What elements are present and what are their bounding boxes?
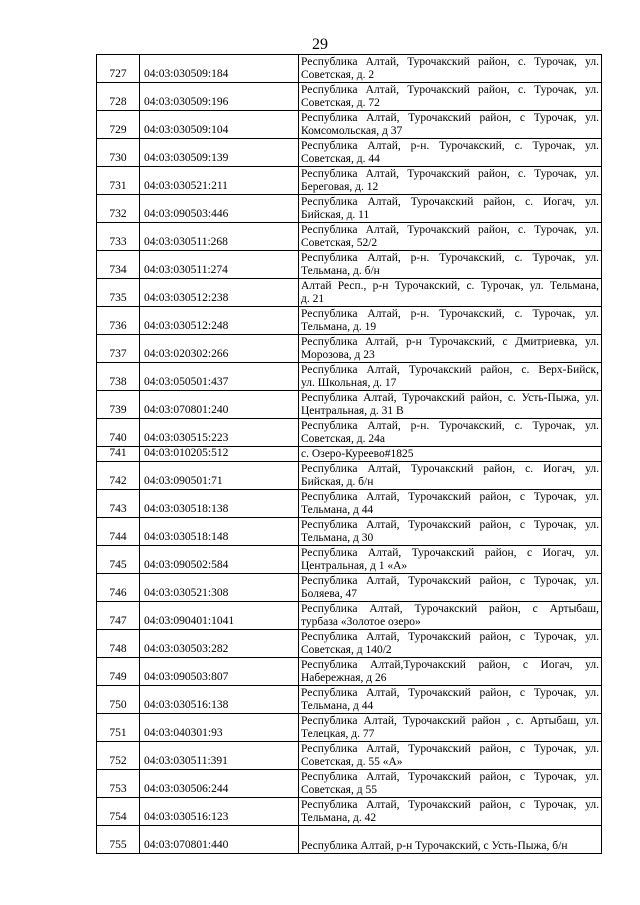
row-number-cell: 731 bbox=[97, 167, 140, 195]
address-cell bbox=[299, 462, 602, 490]
address-cell bbox=[299, 251, 602, 279]
cadastral-number-cell: 04:03:030509:139 bbox=[140, 139, 299, 167]
address-line: Республика Алтай, Турочакский район, с. Верх-Бийск, bbox=[301, 364, 599, 376]
address-cell bbox=[299, 335, 602, 363]
cadastral-number-cell: 04:03:030509:104 bbox=[140, 111, 299, 139]
address-line: Тельмана, д. 42 bbox=[301, 812, 377, 824]
row-number-cell: 732 bbox=[97, 195, 140, 223]
address-line: Республика Алтай, Турочакский район, с Артыбаш, bbox=[301, 603, 599, 615]
address-cell bbox=[299, 391, 602, 419]
address-cell bbox=[299, 518, 602, 546]
row-number-cell: 746 bbox=[97, 574, 140, 602]
address-cell bbox=[299, 630, 602, 658]
table-row bbox=[97, 798, 602, 826]
table-row bbox=[97, 518, 602, 546]
table-row bbox=[97, 546, 602, 574]
cadastral-number-cell: 04:03:070801:240 bbox=[140, 391, 299, 419]
address-line: Республика Алтай, р-н. Турочакский, с. Турочак, ул. bbox=[301, 420, 599, 432]
cadastral-number-cell: 04:03:030521:308 bbox=[140, 574, 299, 602]
row-number-cell: 743 bbox=[97, 490, 140, 518]
address-line: Республика Алтай, Турочакский район , с. Артыбаш, ул. bbox=[301, 715, 599, 727]
row-number-cell: 749 bbox=[97, 658, 140, 686]
address-line: Советская, д. 44 bbox=[301, 153, 380, 165]
address-cell bbox=[299, 742, 602, 770]
table-row bbox=[97, 419, 602, 447]
address-cell bbox=[299, 798, 602, 826]
address-line: Тельмана, д 44 bbox=[301, 504, 374, 516]
address-line: Советская, д 140/2 bbox=[301, 644, 392, 656]
table-row bbox=[97, 55, 602, 83]
cadastral-number-cell: 04:03:010205:512 bbox=[140, 447, 299, 462]
address-line: Республика Алтай, р-н Турочакский, с Усть-Пыжа, б/н bbox=[301, 840, 568, 852]
cadastral-number-cell: 04:03:030509:196 bbox=[140, 83, 299, 111]
address-cell bbox=[299, 111, 602, 139]
table-row bbox=[97, 279, 602, 307]
address-line: Республика Алтай, Турочакский район, с Турочак, ул. bbox=[301, 519, 599, 531]
row-number-cell: 754 bbox=[97, 798, 140, 826]
address-cell bbox=[299, 658, 602, 686]
property-registry-table bbox=[96, 54, 602, 854]
table-row bbox=[97, 391, 602, 419]
table-row bbox=[97, 223, 602, 251]
address-line: Советская, д. 55 «А» bbox=[301, 756, 403, 768]
table-row bbox=[97, 826, 602, 854]
address-line: Республика Алтай, Турочакский район, с. Усть-Пыжа, ул. bbox=[301, 392, 599, 404]
address-line: Центральная, д. 31 В bbox=[301, 405, 404, 417]
address-line: Тельмана, д. 19 bbox=[301, 321, 377, 333]
address-line: Республика Алтай,Турочакский район, с Иогач, ул. bbox=[301, 659, 599, 671]
row-number-cell: 728 bbox=[97, 83, 140, 111]
table-row bbox=[97, 630, 602, 658]
table-row bbox=[97, 574, 602, 602]
row-number-cell: 730 bbox=[97, 139, 140, 167]
row-number-cell: 751 bbox=[97, 714, 140, 742]
row-number-cell: 733 bbox=[97, 223, 140, 251]
address-line: Комсомольская, д 37 bbox=[301, 125, 403, 137]
cadastral-number-cell: 04:03:020302:266 bbox=[140, 335, 299, 363]
table-row bbox=[97, 195, 602, 223]
cadastral-number-cell: 04:03:070801:440 bbox=[140, 826, 299, 854]
address-line: Республика Алтай, Турочакский район, с. Турочак, ул. bbox=[301, 56, 599, 68]
address-cell bbox=[299, 363, 602, 391]
row-number-cell: 755 bbox=[97, 826, 140, 854]
address-line: Морозова, д 23 bbox=[301, 349, 375, 361]
table-row bbox=[97, 490, 602, 518]
address-line: Боляева, 47 bbox=[301, 588, 357, 600]
table-row bbox=[97, 462, 602, 490]
table-row bbox=[97, 139, 602, 167]
address-line: Республика Алтай, Турочакский район, с Турочак, ул. bbox=[301, 799, 599, 811]
table-row bbox=[97, 658, 602, 686]
row-number-cell: 744 bbox=[97, 518, 140, 546]
address-cell bbox=[299, 419, 602, 447]
cadastral-number-cell: 04:03:030512:238 bbox=[140, 279, 299, 307]
table-row bbox=[97, 602, 602, 630]
address-cell bbox=[299, 279, 602, 307]
address-cell bbox=[299, 195, 602, 223]
address-cell bbox=[299, 139, 602, 167]
address-line: Алтай Респ., р-н Турочакский, с. Турочак, ул. Тельмана, bbox=[301, 280, 599, 292]
address-line: Тельмана, д 44 bbox=[301, 700, 374, 712]
row-number-cell: 750 bbox=[97, 686, 140, 714]
address-line: Республика Алтай, Турочакский район, с. Иогач, ул. bbox=[301, 463, 599, 475]
address-line: Республика Алтай, Турочакский район, с. Турочак, ул. bbox=[301, 84, 599, 96]
address-cell bbox=[299, 714, 602, 742]
row-number-cell: 740 bbox=[97, 419, 140, 447]
row-number-cell: 734 bbox=[97, 251, 140, 279]
cadastral-number-cell: 04:03:030511:274 bbox=[140, 251, 299, 279]
registry-table-body bbox=[97, 55, 602, 854]
table-row bbox=[97, 447, 602, 462]
address-cell bbox=[299, 55, 602, 83]
table-row bbox=[97, 251, 602, 279]
table-row bbox=[97, 335, 602, 363]
row-number-cell: 748 bbox=[97, 630, 140, 658]
address-line: Советская, 52/2 bbox=[301, 237, 378, 249]
cadastral-number-cell: 04:03:030512:248 bbox=[140, 307, 299, 335]
address-cell bbox=[299, 546, 602, 574]
address-line: Республика Алтай, Турочакский район, с Турочак, ул. bbox=[301, 112, 599, 124]
cadastral-number-cell: 04:03:030518:148 bbox=[140, 518, 299, 546]
address-cell bbox=[299, 83, 602, 111]
cadastral-number-cell: 04:03:030518:138 bbox=[140, 490, 299, 518]
cadastral-number-cell: 04:03:030511:391 bbox=[140, 742, 299, 770]
address-line: Республика Алтай, Турочакский район, с Турочак, ул. bbox=[301, 631, 599, 643]
address-line: Республика Алтай, р-н. Турочакский, с. Турочак, ул. bbox=[301, 252, 599, 264]
address-line: с. Озеро-Куреево#1825 bbox=[301, 448, 414, 460]
row-number-cell: 736 bbox=[97, 307, 140, 335]
row-number-cell: 742 bbox=[97, 462, 140, 490]
address-line: Республика Алтай, Турочакский район, с. Иогач, ул. bbox=[301, 196, 599, 208]
address-line: Советская, д. 72 bbox=[301, 97, 380, 109]
address-line: Республика Алтай, Турочакский район, с Турочак, ул. bbox=[301, 771, 599, 783]
address-line: Республика Алтай, р-н. Турочакский, с. Турочак, ул. bbox=[301, 308, 599, 320]
cadastral-number-cell: 04:03:050501:437 bbox=[140, 363, 299, 391]
address-line: Республика Алтай, р-н Турочакский, с Дмитриевка, ул. bbox=[301, 336, 599, 348]
cadastral-number-cell: 04:03:030521:211 bbox=[140, 167, 299, 195]
address-line: Тельмана, д. б/н bbox=[301, 265, 380, 277]
cadastral-number-cell: 04:03:030516:138 bbox=[140, 686, 299, 714]
row-number-cell: 735 bbox=[97, 279, 140, 307]
address-cell bbox=[299, 826, 602, 854]
address-line: Береговая, д. 12 bbox=[301, 181, 379, 193]
address-cell bbox=[299, 574, 602, 602]
address-cell bbox=[299, 307, 602, 335]
row-number-cell: 739 bbox=[97, 391, 140, 419]
row-number-cell: 727 bbox=[97, 55, 140, 83]
cadastral-number-cell: 04:03:030516:123 bbox=[140, 798, 299, 826]
table-row bbox=[97, 742, 602, 770]
row-number-cell: 741 bbox=[97, 447, 140, 462]
cadastral-number-cell: 04:03:030506:244 bbox=[140, 770, 299, 798]
row-number-cell: 737 bbox=[97, 335, 140, 363]
address-line: Республика Алтай, Турочакский район, с Иогач, ул. bbox=[301, 547, 599, 559]
row-number-cell: 753 bbox=[97, 770, 140, 798]
address-line: Советская, д. 2 bbox=[301, 69, 375, 81]
row-number-cell: 745 bbox=[97, 546, 140, 574]
row-number-cell: 729 bbox=[97, 111, 140, 139]
address-line: д. 21 bbox=[301, 293, 325, 305]
address-cell bbox=[299, 602, 602, 630]
table-row bbox=[97, 714, 602, 742]
address-line: Бийская, д. 11 bbox=[301, 209, 370, 221]
address-line: Республика Алтай, Турочакский район, с. Турочак, ул. bbox=[301, 224, 599, 236]
address-line: Республика Алтай, Турочакский район, с Турочак, ул. bbox=[301, 575, 599, 587]
row-number-cell: 738 bbox=[97, 363, 140, 391]
table-row bbox=[97, 83, 602, 111]
address-line: Республика Алтай, Турочакский район, с Турочак, ул. bbox=[301, 687, 599, 699]
address-line: Республика Алтай, Турочакский район, с Турочак, ул. bbox=[301, 491, 599, 503]
table-row bbox=[97, 770, 602, 798]
cadastral-number-cell: 04:03:040301:93 bbox=[140, 714, 299, 742]
cadastral-number-cell: 04:03:030503:282 bbox=[140, 630, 299, 658]
table-row bbox=[97, 111, 602, 139]
address-cell bbox=[299, 770, 602, 798]
address-cell bbox=[299, 490, 602, 518]
address-line: Советская, д 55 bbox=[301, 784, 377, 796]
address-cell bbox=[299, 167, 602, 195]
address-line: турбаза «Золотое озеро» bbox=[301, 616, 421, 628]
cadastral-number-cell: 04:03:090503:446 bbox=[140, 195, 299, 223]
cadastral-number-cell: 04:03:030509:184 bbox=[140, 55, 299, 83]
address-line: Набережная, д 26 bbox=[301, 672, 387, 684]
row-number-cell: 752 bbox=[97, 742, 140, 770]
address-line: Бийская, д. б/н bbox=[301, 476, 374, 488]
page-number: 29 bbox=[312, 36, 328, 53]
address-cell bbox=[299, 686, 602, 714]
address-line: Республика Алтай, р-н. Турочакский, с. Турочак, ул. bbox=[301, 140, 599, 152]
row-number-cell: 747 bbox=[97, 602, 140, 630]
address-line: Республика Алтай, Турочакский район, с. Турочак, ул. bbox=[301, 168, 599, 180]
address-line: Республика Алтай, Турочакский район, с Турочак, ул. bbox=[301, 743, 599, 755]
table-row bbox=[97, 167, 602, 195]
address-cell bbox=[299, 447, 602, 462]
address-line: ул. Школьная, д. 17 bbox=[301, 377, 397, 389]
table-row bbox=[97, 307, 602, 335]
table-row bbox=[97, 363, 602, 391]
cadastral-number-cell: 04:03:030515:223 bbox=[140, 419, 299, 447]
address-line: Центральная, д 1 «А» bbox=[301, 560, 408, 572]
cadastral-number-cell: 04:03:090502:584 bbox=[140, 546, 299, 574]
table-row bbox=[97, 686, 602, 714]
cadastral-number-cell: 04:03:090401:1041 bbox=[140, 602, 299, 630]
address-cell bbox=[299, 223, 602, 251]
address-line: Тельмана, д 30 bbox=[301, 532, 374, 544]
cadastral-number-cell: 04:03:030511:268 bbox=[140, 223, 299, 251]
cadastral-number-cell: 04:03:090503:807 bbox=[140, 658, 299, 686]
address-line: Советская, д. 24а bbox=[301, 433, 385, 445]
address-line: Телецкая, д. 77 bbox=[301, 728, 375, 740]
cadastral-number-cell: 04:03:090501:71 bbox=[140, 462, 299, 490]
